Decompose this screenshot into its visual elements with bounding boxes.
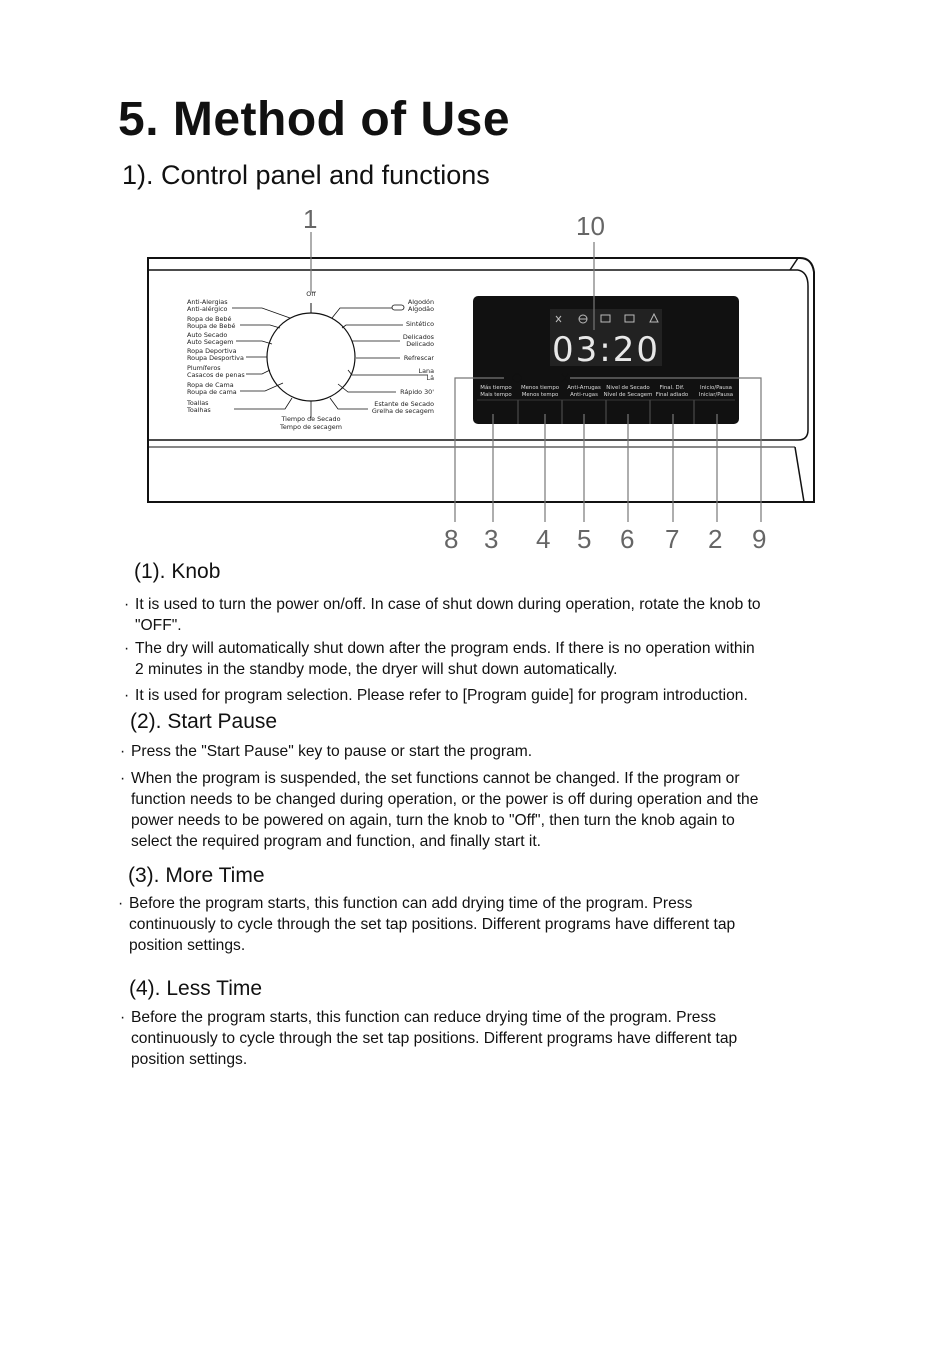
bullet-paragraph — [124, 685, 748, 706]
panel-button-label-alt: Iniciar/Pausa — [698, 392, 734, 398]
panel-button-label-alt: Mais tempo — [480, 392, 512, 398]
bullet-line: It is used for program selection. Please refer to [Program guide] for program introduction. — [135, 687, 748, 704]
bullet-paragraph — [124, 638, 755, 680]
section-subtitle: 1). Control panel and functions — [122, 160, 490, 190]
bullet-marker: · — [120, 1009, 126, 1026]
bullet-line: The dry will automatically shut down after the program ends. If there is no operation within — [135, 640, 755, 657]
bullet-line: Before the program starts, this function can add drying time of the program. Press — [129, 895, 693, 912]
program-bottom-line1: Tiempo de Secado — [281, 415, 341, 423]
program-label-right-alt: Grelha de secagem — [371, 407, 434, 415]
program-label-right: Estante de Secado — [374, 400, 434, 408]
bullet-line: position settings. — [129, 937, 246, 954]
program-label-right: Lana — [418, 367, 434, 375]
program-label-left: Anti-Alergias — [187, 298, 228, 306]
program-label-right: Algodón — [407, 298, 434, 306]
callout-8: 8 — [444, 524, 459, 554]
program-label-left: Plumíferos — [187, 364, 221, 372]
section-heading: (1). Knob — [134, 560, 221, 583]
program-knob[interactable] — [267, 313, 355, 401]
section-heading: (3). More Time — [128, 864, 265, 887]
panel-button-label: Menos tiempo — [520, 385, 560, 391]
bullet-line: Before the program starts, this function can reduce drying time of the program. Press — [131, 1009, 717, 1026]
page-title: 5. Method of Use — [118, 93, 511, 146]
panel-button-label-alt: Menos tempo — [521, 392, 559, 398]
bullet-line: position settings. — [131, 1051, 248, 1068]
bullet-marker: · — [120, 770, 126, 787]
callout-4: 4 — [536, 524, 551, 554]
section-heading: (2). Start Pause — [130, 710, 278, 733]
callout-7: 7 — [665, 524, 680, 554]
panel-button-label-alt: Final adiado — [655, 392, 689, 398]
bullet-marker: · — [124, 640, 130, 657]
program-label-left: Ropa de Bebé — [187, 315, 232, 323]
callout-5: 5 — [577, 524, 592, 554]
bullet-paragraph — [120, 768, 759, 852]
knob-off-label: Off — [306, 290, 316, 298]
control-panel-illustration — [0, 0, 952, 560]
program-label-right-alt: Delicado — [406, 340, 434, 348]
panel-button-label-alt: Nível de Secagem — [603, 392, 653, 398]
bullet-marker: · — [118, 895, 124, 912]
program-label-left-alt: Roupa de cama — [187, 388, 237, 396]
callout-1: 1 — [303, 204, 318, 234]
bullet-line: It is used to turn the power on/off. In case of shut down during operation, rotate the knob to — [135, 596, 761, 613]
display-time: 03:20 — [552, 330, 660, 370]
program-label-right-alt: Algodão — [408, 305, 434, 313]
program-label-left-alt: Casacos de penas — [187, 371, 245, 379]
callout-10: 10 — [576, 211, 605, 241]
bullet-paragraph — [120, 741, 533, 762]
panel-button-label: Más tiempo — [480, 385, 512, 391]
bullet-marker: · — [124, 687, 130, 704]
panel-button-label: Anti-Arrugas — [567, 385, 601, 391]
bullet-line: continuously to cycle through the set tap positions. Different programs have different tap — [131, 1030, 738, 1047]
program-label-right: Refrescar — [403, 354, 434, 362]
bullet-line: function needs to be changed during operation, or the power is off during operation and the — [131, 791, 759, 808]
program-label-left: Auto Secado — [187, 331, 228, 339]
bullet-line: power needs to be powered on again, turn the knob to "Off", then turn the knob again to — [131, 812, 735, 829]
program-label-right: Delicados — [402, 333, 434, 341]
program-label-right-alt: Lã — [426, 374, 434, 382]
program-label-left-alt: Roupa de Bebé — [187, 322, 236, 330]
callout-6: 6 — [620, 524, 635, 554]
panel-button-label-alt: Anti-rugas — [570, 392, 598, 398]
bullet-line: continuously to cycle through the set tap positions. Different programs have different tap — [129, 916, 736, 933]
section-heading: (4). Less Time — [129, 977, 263, 1000]
program-label-left: Ropa de Cama — [187, 381, 234, 389]
program-label-left: Ropa Deportiva — [187, 347, 237, 355]
bullet-line: 2 minutes in the standby mode, the dryer will shut down automatically. — [135, 661, 618, 678]
callout-9: 9 — [752, 524, 767, 554]
bullet-line: When the program is suspended, the set functions cannot be changed. If the program or — [131, 770, 740, 787]
panel-button-label: Inicio/Pausa — [700, 385, 732, 391]
callout-3: 3 — [484, 524, 499, 554]
program-label-left-alt: Anti-alérgico — [187, 305, 228, 313]
bullet-paragraph — [118, 893, 736, 956]
program-label-right: Rápido 30' — [400, 388, 434, 396]
callout-2: 2 — [708, 524, 723, 554]
program-label-left-alt: Roupa Desportiva — [187, 354, 244, 362]
panel-button-label: Final. Dif. — [659, 385, 685, 391]
bullet-marker: · — [120, 743, 126, 760]
bullet-line: Press the "Start Pause" key to pause or start the program. — [131, 743, 533, 760]
program-bottom-line2: Tempo de secagem — [280, 423, 342, 431]
program-label-left: Toallas — [187, 399, 209, 407]
panel-button-label: Nivel de Secado — [606, 385, 650, 391]
bullet-paragraph — [124, 594, 761, 636]
program-label-left-alt: Auto Secagem — [187, 338, 234, 346]
program-label-right: Sintético — [405, 320, 434, 328]
bullet-line: "OFF". — [135, 617, 182, 634]
bullet-paragraph — [120, 1007, 738, 1070]
bullet-marker: · — [124, 596, 130, 613]
bullet-line: select the required program and function, and finally start it. — [131, 833, 541, 850]
program-label-left-alt: Toalhas — [187, 406, 211, 414]
